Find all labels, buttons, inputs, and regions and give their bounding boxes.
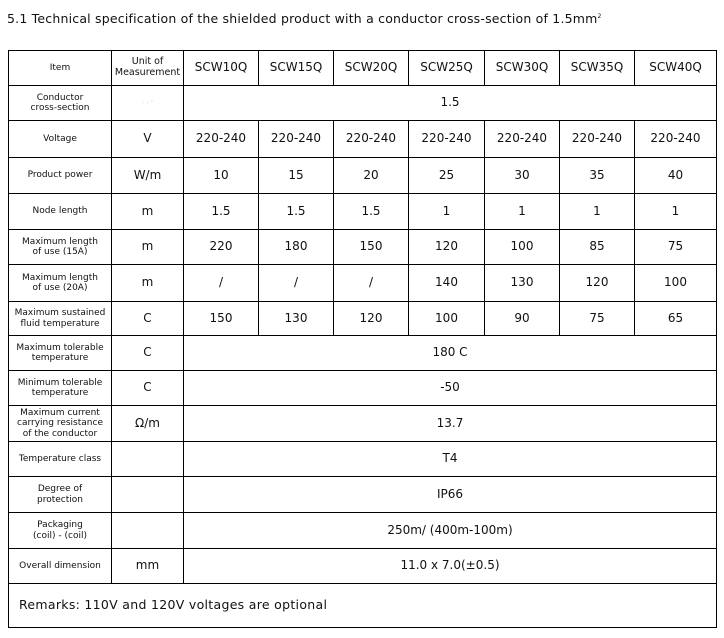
row-item-label bbox=[9, 194, 112, 230]
row-item-label bbox=[9, 477, 112, 513]
row-value: 220-240 bbox=[409, 121, 485, 158]
item-label-line: carrying resistance bbox=[17, 418, 103, 429]
spec-table bbox=[8, 50, 717, 628]
table-row bbox=[9, 406, 717, 442]
row-value: 120 bbox=[560, 265, 635, 302]
row-unit: C bbox=[112, 336, 184, 371]
item-label-line: Product power bbox=[27, 170, 93, 181]
remarks-text: Remarks: 110V and 120V voltages are optional bbox=[9, 584, 717, 628]
table-row bbox=[9, 513, 717, 549]
row-merged-value: 11.0 x 7.0(±0.5) bbox=[184, 549, 717, 584]
row-value: 65 bbox=[635, 302, 717, 336]
row-item-label bbox=[9, 513, 112, 549]
header-unit bbox=[112, 51, 184, 86]
row-value: 1 bbox=[560, 194, 635, 230]
header-model: SCW35Q bbox=[560, 51, 635, 86]
row-merged-value: 250m/ (400m-100m) bbox=[184, 513, 717, 549]
row-value: / bbox=[184, 265, 259, 302]
item-label-line: Voltage bbox=[43, 133, 77, 144]
row-item-label bbox=[9, 442, 112, 477]
heading-text: 5.1 Technical specification of the shielded product with a conductor cross-section of 1.5mm bbox=[7, 11, 598, 26]
table-row bbox=[9, 230, 717, 265]
header-model: SCW40Q bbox=[635, 51, 717, 86]
table-row bbox=[9, 549, 717, 584]
item-label-line: (coil) - (coil) bbox=[33, 530, 87, 541]
row-value: 220-240 bbox=[259, 121, 334, 158]
row-value: 220-240 bbox=[560, 121, 635, 158]
row-value: 85 bbox=[560, 230, 635, 265]
row-item-label bbox=[9, 265, 112, 302]
item-label-line: Overall dimension bbox=[19, 560, 101, 571]
item-label-line: protection bbox=[37, 494, 83, 505]
row-value: 100 bbox=[409, 302, 485, 336]
row-unit: · · ' bbox=[112, 86, 184, 121]
row-merged-value: 180 C bbox=[184, 336, 717, 371]
item-label-line: fluid temperature bbox=[20, 318, 100, 329]
row-merged-value: -50 bbox=[184, 371, 717, 406]
item-label-line: Maximum current bbox=[20, 407, 100, 418]
header-model: SCW30Q bbox=[485, 51, 560, 86]
row-unit: m bbox=[112, 194, 184, 230]
item-label-line: Maximum length bbox=[22, 272, 98, 283]
row-value: 1 bbox=[485, 194, 560, 230]
row-value: 1.5 bbox=[184, 194, 259, 230]
header-item: Item bbox=[9, 51, 112, 86]
remarks-row bbox=[9, 584, 717, 628]
item-label-line: Maximum sustained bbox=[14, 308, 106, 319]
item-label-line: cross-section bbox=[30, 103, 90, 113]
item-label-line: Node length bbox=[32, 206, 88, 217]
row-item-label bbox=[9, 406, 112, 442]
item-label-line: of use (15A) bbox=[32, 247, 88, 257]
row-value: 220-240 bbox=[635, 121, 717, 158]
row-item-label bbox=[9, 121, 112, 158]
row-item-label bbox=[9, 86, 112, 121]
row-item-label bbox=[9, 371, 112, 406]
row-unit bbox=[112, 477, 184, 513]
item-label-line: Maximum length bbox=[22, 236, 98, 247]
row-value: 15 bbox=[259, 158, 334, 194]
table-row bbox=[9, 336, 717, 371]
row-item-label bbox=[9, 336, 112, 371]
row-value: 1 bbox=[635, 194, 717, 230]
item-label-line: Maximum tolerable bbox=[16, 342, 104, 353]
header-model: SCW15Q bbox=[259, 51, 334, 86]
header-model: SCW10Q bbox=[184, 51, 259, 86]
item-label-line: temperature bbox=[31, 388, 89, 398]
row-value: 10 bbox=[184, 158, 259, 194]
table-row bbox=[9, 302, 717, 336]
row-value: 140 bbox=[409, 265, 485, 302]
item-label-line: of the conductor bbox=[22, 428, 98, 439]
row-item-label bbox=[9, 549, 112, 584]
row-item-label bbox=[9, 158, 112, 194]
row-item-label bbox=[9, 230, 112, 265]
item-label-line: Degree of bbox=[37, 484, 83, 495]
row-unit: m bbox=[112, 230, 184, 265]
spec-table-body bbox=[9, 51, 717, 584]
row-unit bbox=[112, 442, 184, 477]
row-value: 40 bbox=[635, 158, 717, 194]
row-value: 100 bbox=[485, 230, 560, 265]
table-row bbox=[9, 86, 717, 121]
row-value: 130 bbox=[485, 265, 560, 302]
row-unit: C bbox=[112, 302, 184, 336]
table-row bbox=[9, 265, 717, 302]
row-value: 1.5 bbox=[334, 194, 409, 230]
row-value: 25 bbox=[409, 158, 485, 194]
table-row bbox=[9, 442, 717, 477]
item-label-line: Temperature class bbox=[18, 453, 102, 464]
item-label-line: Conductor bbox=[36, 92, 84, 103]
row-value: / bbox=[334, 265, 409, 302]
row-merged-value: 13.7 bbox=[184, 406, 717, 442]
row-unit: C bbox=[112, 371, 184, 406]
row-value: 20 bbox=[334, 158, 409, 194]
row-value: 220 bbox=[184, 230, 259, 265]
table-row bbox=[9, 121, 717, 158]
row-value: 220-240 bbox=[485, 121, 560, 158]
row-value: 130 bbox=[259, 302, 334, 336]
table-row bbox=[9, 158, 717, 194]
row-value: 150 bbox=[184, 302, 259, 336]
table-row bbox=[9, 477, 717, 513]
row-value: 30 bbox=[485, 158, 560, 194]
table-row bbox=[9, 194, 717, 230]
row-value: 90 bbox=[485, 302, 560, 336]
page-heading bbox=[7, 11, 602, 26]
row-value: 100 bbox=[635, 265, 717, 302]
row-value: 75 bbox=[560, 302, 635, 336]
row-unit: mm bbox=[112, 549, 184, 584]
header-unit-line1: Unit of bbox=[131, 56, 164, 68]
header-row bbox=[9, 51, 717, 86]
row-merged-value: IP66 bbox=[184, 477, 717, 513]
row-value: / bbox=[259, 265, 334, 302]
item-label-line: Packaging bbox=[37, 520, 83, 531]
row-value: 220-240 bbox=[184, 121, 259, 158]
row-merged-value: T4 bbox=[184, 442, 717, 477]
row-value: 180 bbox=[259, 230, 334, 265]
row-value: 75 bbox=[635, 230, 717, 265]
row-value: 1.5 bbox=[259, 194, 334, 230]
item-label-line: of use (20A) bbox=[32, 283, 88, 293]
row-unit: Ω/m bbox=[112, 406, 184, 442]
row-value: 220-240 bbox=[334, 121, 409, 158]
header-unit-line2: Measurement bbox=[114, 67, 181, 78]
row-unit: W/m bbox=[112, 158, 184, 194]
row-value: 150 bbox=[334, 230, 409, 265]
table-row bbox=[9, 371, 717, 406]
row-merged-value: 1.5 bbox=[184, 86, 717, 121]
row-value: 120 bbox=[409, 230, 485, 265]
row-item-label bbox=[9, 302, 112, 336]
row-value: 35 bbox=[560, 158, 635, 194]
row-value: 120 bbox=[334, 302, 409, 336]
row-unit bbox=[112, 513, 184, 549]
header-model: SCW20Q bbox=[334, 51, 409, 86]
row-value: 1 bbox=[409, 194, 485, 230]
row-unit: m bbox=[112, 265, 184, 302]
item-label-line: temperature bbox=[31, 353, 89, 363]
row-unit: V bbox=[112, 121, 184, 158]
item-label-line: Minimum tolerable bbox=[17, 377, 103, 388]
header-model: SCW25Q bbox=[409, 51, 485, 86]
heading-superscript: 2 bbox=[597, 12, 602, 20]
